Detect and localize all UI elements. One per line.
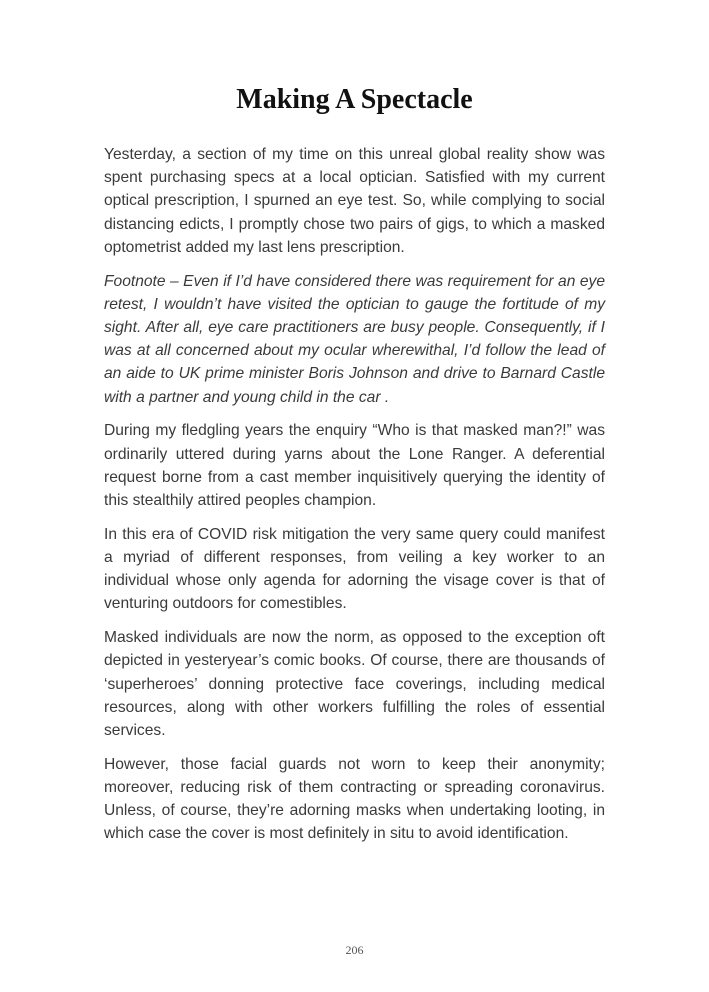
paragraph-covid-era: In this era of COVID risk mitigation the very same query could manifest a myriad of different responses, from veiling a key worker to an individual whose only agenda for adorning the visage cover is that of venturing outdoors for comestibles. — [104, 525, 605, 613]
paragraph-lone-ranger: During my fledgling years the enquiry “Who is that masked man?!” was ordinarily uttered during yarns about the Lone Ranger. A deferential request borne from a cast member inquisitively querying the identity of this stealthily attired peoples champion. — [104, 422, 605, 510]
paragraph-facial-guards: However, those facial guards not worn to keep their anonymity; moreover, reducing risk of them contracting or spreading coronavirus. Unless, of course, they’re adorning masks when undertaking looting, in which case the cover is most definitely in situ to avoid identification. — [104, 755, 605, 843]
body-text — [104, 143, 605, 856]
page-number: 206 — [345, 943, 364, 957]
paragraph-footnote: Footnote – Even if I’d have considered there was requirement for an eye retest, I wouldn’t have visited the optician to gauge the fortitude of my sight. After all, eye care practitioners are busy people. Consequently, if I was at all concerned about my ocular wherewithal, I’d follow the lead of an aide to UK prime minister Boris Johnson and drive to Barnard Castle with a partner and young child in the car . — [104, 272, 605, 406]
paragraph-masked-norm: Masked individuals are now the norm, as opposed to the exception oft depicted in yesteryear’s comic books. Of course, there are thousands of ‘superheroes’ donning protective face coverings, including medical resources, along with other workers fulfilling the roles of essential services. — [104, 629, 605, 740]
page-title: Making A Spectacle — [236, 84, 473, 115]
paragraph-intro: Yesterday, a section of my time on this unreal global reality show was spent purchasing specs at a local optician. Satisfied with my current optical prescription, I spurned an eye test. So, while complying to social distancing edicts, I promptly chose two pairs of gigs, to which a masked optometrist added my last lens prescription. — [104, 146, 605, 256]
